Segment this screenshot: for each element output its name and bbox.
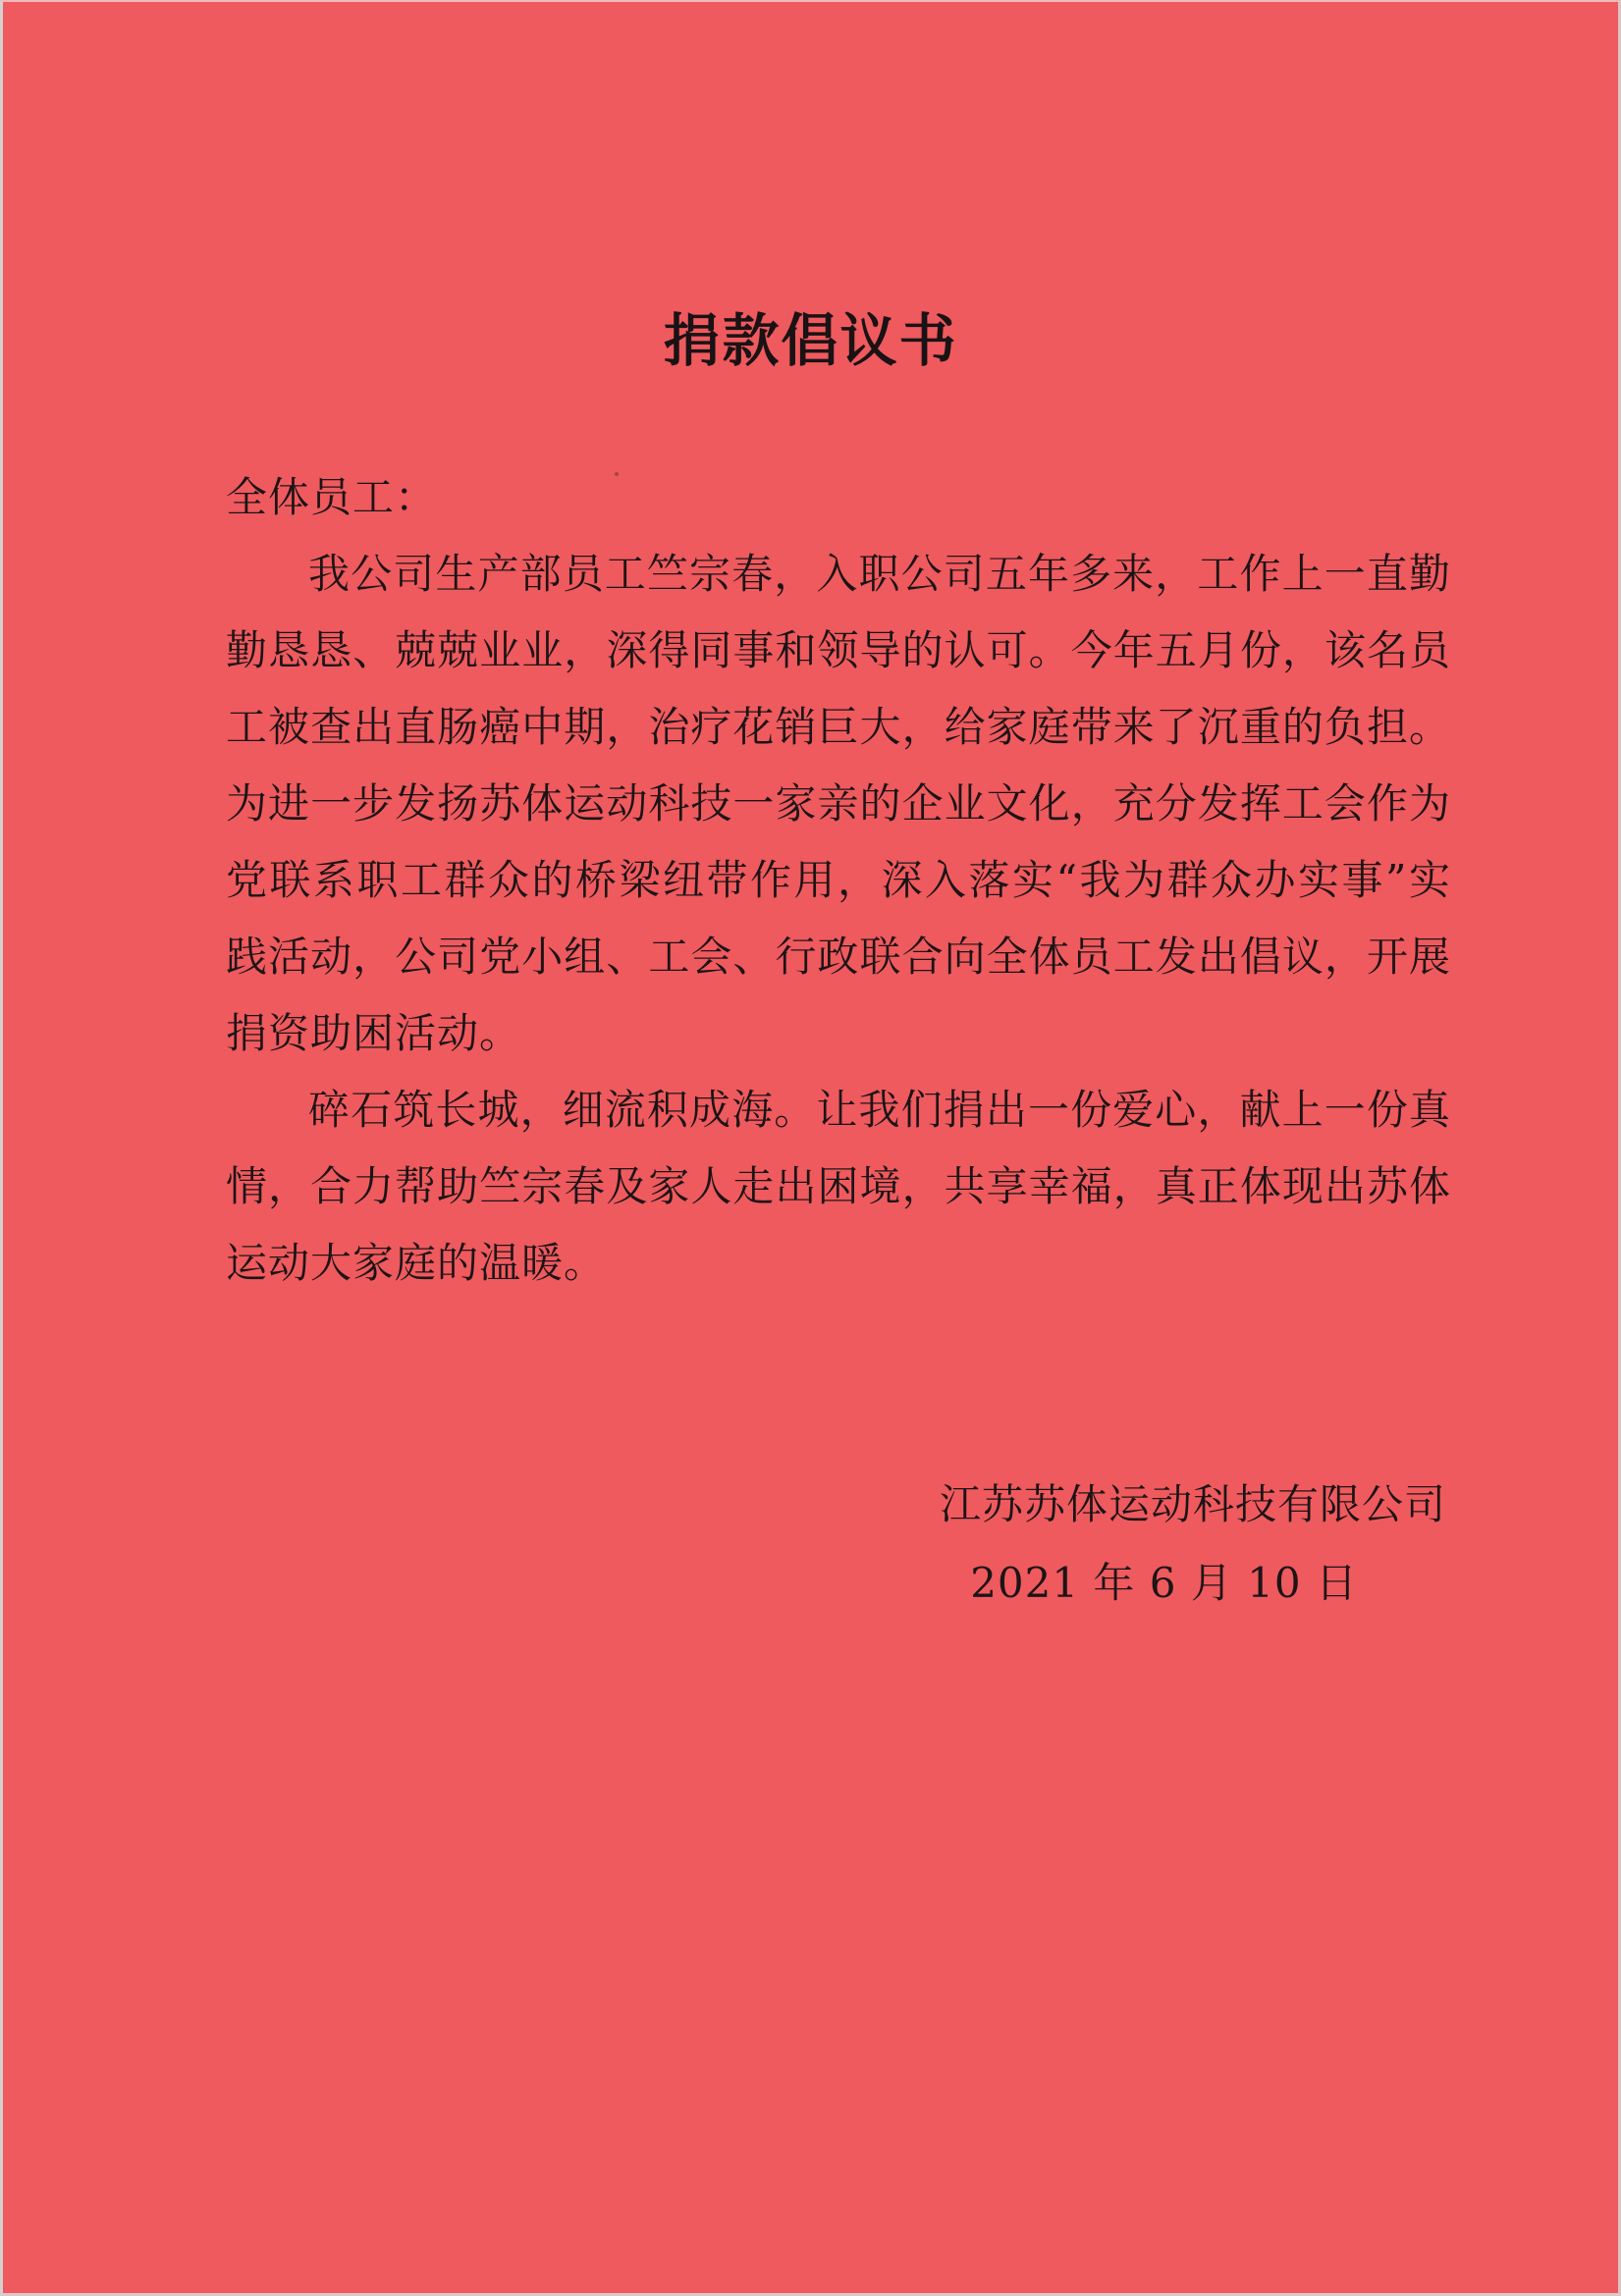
signature-organization: 江苏苏体运动科技有限公司 [939,1480,1446,1528]
salutation: 全体员工： [226,473,438,521]
paragraph-appeal: 我公司生产部员工竺宗春，入职公司五年多来，工作上一直勤勤恳恳、兢兢业业，深得同事和领导的认可。今年五月份，该名员工被查出直肠癌中期，治疗花销巨大，给家庭带来了沉重的负担。为进一步发扬苏体运动科技一家亲的企业文化，充分发挥工会作为党联系职工群众的桥梁纽带作用，深入落实“我为群众办实事”实践活动，公司党小组、工会、行政联合向全体员工发出倡议，开展捐资助困活动。 [226,550,1451,1057]
signature-block [940,1466,1446,1623]
document-title: 捐款倡议书 [663,307,958,374]
paragraph-closing: 碎石筑长城，细流积成海。让我们捐出一份爱心，献上一份真情，合力帮助竺宗春及家人走出困境，共享幸福，真正体现出苏体运动大家庭的温暖。 [226,1086,1451,1287]
signature-date: 2021 年 6 月 10 日 [970,1559,1358,1607]
letter-body [226,459,1451,1302]
